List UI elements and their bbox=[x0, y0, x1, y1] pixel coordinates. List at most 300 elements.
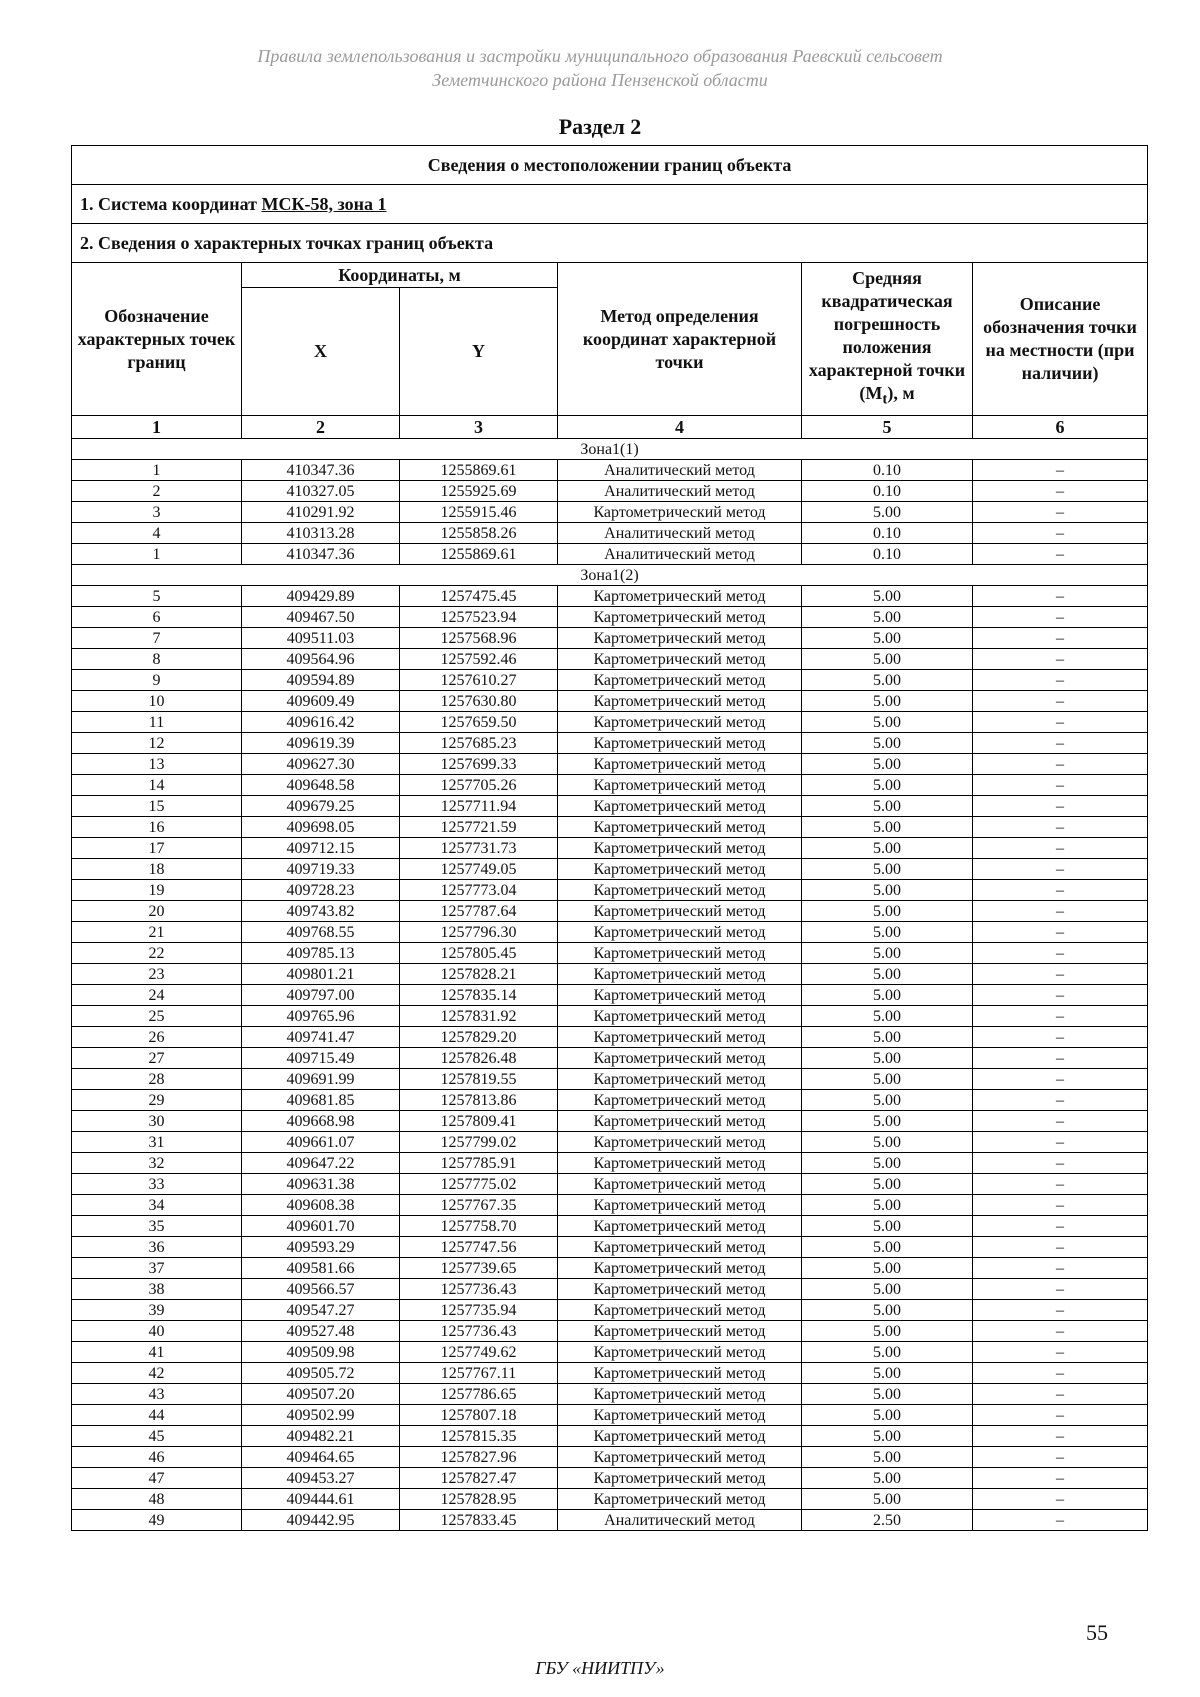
point-id-cell: 1 bbox=[72, 460, 242, 481]
method-cell: Картометрический метод bbox=[558, 880, 802, 901]
x-coordinate-cell: 409661.07 bbox=[242, 1132, 400, 1153]
table-row bbox=[72, 1279, 1148, 1300]
y-coordinate-cell: 1257807.18 bbox=[400, 1405, 558, 1426]
table-row bbox=[72, 1489, 1148, 1510]
x-coordinate-cell: 409698.05 bbox=[242, 817, 400, 838]
point-id-cell: 22 bbox=[72, 943, 242, 964]
x-coordinate-cell: 409768.55 bbox=[242, 922, 400, 943]
method-cell: Картометрический метод bbox=[558, 1195, 802, 1216]
point-id-cell: 43 bbox=[72, 1384, 242, 1405]
boundary-points-table bbox=[71, 145, 1148, 1531]
error-cell: 5.00 bbox=[802, 1258, 973, 1279]
y-coordinate-cell: 1257685.23 bbox=[400, 733, 558, 754]
x-coordinate-cell: 409715.49 bbox=[242, 1048, 400, 1069]
method-cell: Картометрический метод bbox=[558, 1132, 802, 1153]
error-cell: 5.00 bbox=[802, 922, 973, 943]
x-coordinate-cell: 410327.05 bbox=[242, 481, 400, 502]
x-coordinate-cell: 409444.61 bbox=[242, 1489, 400, 1510]
table-row bbox=[72, 502, 1148, 523]
x-coordinate-cell: 409679.25 bbox=[242, 796, 400, 817]
point-id-cell: 25 bbox=[72, 1006, 242, 1027]
description-cell: – bbox=[973, 733, 1148, 754]
x-coordinate-cell: 409505.72 bbox=[242, 1363, 400, 1384]
x-coordinate-cell: 409601.70 bbox=[242, 1216, 400, 1237]
table-row bbox=[72, 1048, 1148, 1069]
point-id-cell: 42 bbox=[72, 1363, 242, 1384]
error-cell: 5.00 bbox=[802, 901, 973, 922]
point-id-cell: 8 bbox=[72, 649, 242, 670]
table-row bbox=[72, 1342, 1148, 1363]
point-id-cell: 34 bbox=[72, 1195, 242, 1216]
table-row bbox=[72, 1237, 1148, 1258]
method-cell: Картометрический метод bbox=[558, 754, 802, 775]
description-cell: – bbox=[973, 481, 1148, 502]
table-row bbox=[72, 1006, 1148, 1027]
point-id-cell: 38 bbox=[72, 1279, 242, 1300]
method-cell: Аналитический метод bbox=[558, 544, 802, 565]
y-coordinate-cell: 1257749.62 bbox=[400, 1342, 558, 1363]
error-cell: 5.00 bbox=[802, 943, 973, 964]
table-row bbox=[72, 1405, 1148, 1426]
coordinate-system-label: 1. Система координат bbox=[80, 193, 257, 214]
x-coordinate-cell: 409728.23 bbox=[242, 880, 400, 901]
y-coordinate-cell: 1257787.64 bbox=[400, 901, 558, 922]
y-coordinate-cell: 1257796.30 bbox=[400, 922, 558, 943]
description-cell: – bbox=[973, 859, 1148, 880]
description-cell: – bbox=[973, 523, 1148, 544]
error-cell: 5.00 bbox=[802, 649, 973, 670]
error-cell: 0.10 bbox=[802, 544, 973, 565]
description-cell: – bbox=[973, 817, 1148, 838]
point-id-cell: 18 bbox=[72, 859, 242, 880]
method-cell: Картометрический метод bbox=[558, 838, 802, 859]
y-coordinate-cell: 1257711.94 bbox=[400, 796, 558, 817]
table-row bbox=[72, 754, 1148, 775]
error-cell: 0.10 bbox=[802, 481, 973, 502]
error-cell: 5.00 bbox=[802, 1153, 973, 1174]
y-coordinate-cell: 1257786.65 bbox=[400, 1384, 558, 1405]
y-coordinate-cell: 1257721.59 bbox=[400, 817, 558, 838]
y-coordinate-cell: 1257799.02 bbox=[400, 1132, 558, 1153]
point-id-cell: 14 bbox=[72, 775, 242, 796]
x-coordinate-cell: 409743.82 bbox=[242, 901, 400, 922]
point-id-cell: 1 bbox=[72, 544, 242, 565]
error-cell: 5.00 bbox=[802, 1027, 973, 1048]
x-coordinate-cell: 409609.49 bbox=[242, 691, 400, 712]
description-cell: – bbox=[973, 1405, 1148, 1426]
col-header-description: Описание обозначения точки на местности (при наличии) bbox=[973, 263, 1148, 416]
column-number: 6 bbox=[973, 416, 1148, 439]
error-cell: 5.00 bbox=[802, 1174, 973, 1195]
y-coordinate-cell: 1257819.55 bbox=[400, 1069, 558, 1090]
table-row bbox=[72, 1090, 1148, 1111]
point-id-cell: 49 bbox=[72, 1510, 242, 1531]
x-coordinate-cell: 409467.50 bbox=[242, 607, 400, 628]
method-cell: Картометрический метод bbox=[558, 628, 802, 649]
method-cell: Картометрический метод bbox=[558, 607, 802, 628]
description-cell: – bbox=[973, 922, 1148, 943]
method-cell: Картометрический метод bbox=[558, 964, 802, 985]
x-coordinate-cell: 410313.28 bbox=[242, 523, 400, 544]
coordinate-system-value: МСК-58, зона 1 bbox=[261, 193, 387, 214]
error-cell: 5.00 bbox=[802, 754, 973, 775]
error-cell: 5.00 bbox=[802, 733, 973, 754]
description-cell: – bbox=[973, 1153, 1148, 1174]
description-cell: – bbox=[973, 1132, 1148, 1153]
table-row bbox=[72, 985, 1148, 1006]
point-id-cell: 5 bbox=[72, 586, 242, 607]
description-cell: – bbox=[973, 943, 1148, 964]
method-cell: Картометрический метод bbox=[558, 1048, 802, 1069]
zone-name: Зона1(2) bbox=[72, 565, 1148, 586]
table-row bbox=[72, 1027, 1148, 1048]
y-coordinate-cell: 1257805.45 bbox=[400, 943, 558, 964]
error-cell: 5.00 bbox=[802, 775, 973, 796]
x-coordinate-cell: 409453.27 bbox=[242, 1468, 400, 1489]
col-header-x: X bbox=[242, 288, 400, 416]
table-row bbox=[72, 1426, 1148, 1447]
y-coordinate-cell: 1257833.45 bbox=[400, 1510, 558, 1531]
y-coordinate-cell: 1255915.46 bbox=[400, 502, 558, 523]
description-cell: – bbox=[973, 1111, 1148, 1132]
x-coordinate-cell: 409712.15 bbox=[242, 838, 400, 859]
error-cell: 5.00 bbox=[802, 1132, 973, 1153]
point-id-cell: 6 bbox=[72, 607, 242, 628]
y-coordinate-cell: 1257736.43 bbox=[400, 1321, 558, 1342]
description-cell: – bbox=[973, 1048, 1148, 1069]
x-coordinate-cell: 409647.22 bbox=[242, 1153, 400, 1174]
error-cell: 5.00 bbox=[802, 1426, 973, 1447]
y-coordinate-cell: 1257699.33 bbox=[400, 754, 558, 775]
column-number: 2 bbox=[242, 416, 400, 439]
method-cell: Картометрический метод bbox=[558, 1216, 802, 1237]
point-id-cell: 33 bbox=[72, 1174, 242, 1195]
x-coordinate-cell: 409507.20 bbox=[242, 1384, 400, 1405]
error-cell: 5.00 bbox=[802, 880, 973, 901]
table-row bbox=[72, 1195, 1148, 1216]
method-cell: Картометрический метод bbox=[558, 712, 802, 733]
y-coordinate-cell: 1257705.26 bbox=[400, 775, 558, 796]
error-cell: 5.00 bbox=[802, 1300, 973, 1321]
table-row bbox=[72, 523, 1148, 544]
y-coordinate-cell: 1257731.73 bbox=[400, 838, 558, 859]
method-cell: Картометрический метод bbox=[558, 733, 802, 754]
table-row bbox=[72, 1321, 1148, 1342]
x-coordinate-cell: 409619.39 bbox=[242, 733, 400, 754]
y-coordinate-cell: 1257568.96 bbox=[400, 628, 558, 649]
table-row bbox=[72, 922, 1148, 943]
method-cell: Картометрический метод bbox=[558, 1090, 802, 1111]
col-header-y: Y bbox=[400, 288, 558, 416]
y-coordinate-cell: 1257739.65 bbox=[400, 1258, 558, 1279]
table-row bbox=[72, 1447, 1148, 1468]
error-cell: 5.00 bbox=[802, 1363, 973, 1384]
x-coordinate-cell: 409691.99 bbox=[242, 1069, 400, 1090]
x-coordinate-cell: 410347.36 bbox=[242, 544, 400, 565]
error-cell: 5.00 bbox=[802, 607, 973, 628]
point-id-cell: 11 bbox=[72, 712, 242, 733]
table-row bbox=[72, 460, 1148, 481]
point-id-cell: 9 bbox=[72, 670, 242, 691]
y-coordinate-cell: 1257747.56 bbox=[400, 1237, 558, 1258]
table-caption: Сведения о местоположении границ объекта bbox=[72, 146, 1148, 185]
description-cell: – bbox=[973, 1447, 1148, 1468]
description-cell: – bbox=[973, 607, 1148, 628]
error-cell: 5.00 bbox=[802, 1279, 973, 1300]
x-coordinate-cell: 409482.21 bbox=[242, 1426, 400, 1447]
description-cell: – bbox=[973, 754, 1148, 775]
error-cell: 5.00 bbox=[802, 817, 973, 838]
zone-name: Зона1(1) bbox=[72, 439, 1148, 460]
description-cell: – bbox=[973, 1342, 1148, 1363]
point-id-cell: 28 bbox=[72, 1069, 242, 1090]
x-coordinate-cell: 409564.96 bbox=[242, 649, 400, 670]
point-id-cell: 44 bbox=[72, 1405, 242, 1426]
error-cell: 0.10 bbox=[802, 460, 973, 481]
y-coordinate-cell: 1257831.92 bbox=[400, 1006, 558, 1027]
point-id-cell: 23 bbox=[72, 964, 242, 985]
page-number: 55 bbox=[1086, 1620, 1108, 1645]
error-cell: 5.00 bbox=[802, 586, 973, 607]
method-cell: Аналитический метод bbox=[558, 460, 802, 481]
table-row bbox=[72, 796, 1148, 817]
description-cell: – bbox=[973, 985, 1148, 1006]
method-cell: Картометрический метод bbox=[558, 691, 802, 712]
error-cell: 5.00 bbox=[802, 1468, 973, 1489]
method-cell: Картометрический метод bbox=[558, 817, 802, 838]
error-cell: 5.00 bbox=[802, 1237, 973, 1258]
method-cell: Картометрический метод bbox=[558, 1027, 802, 1048]
x-coordinate-cell: 409581.66 bbox=[242, 1258, 400, 1279]
error-cell: 5.00 bbox=[802, 1321, 973, 1342]
error-cell: 5.00 bbox=[802, 1006, 973, 1027]
method-cell: Картометрический метод bbox=[558, 1426, 802, 1447]
y-coordinate-cell: 1257828.95 bbox=[400, 1489, 558, 1510]
description-cell: – bbox=[973, 1069, 1148, 1090]
table-row bbox=[72, 817, 1148, 838]
x-coordinate-cell: 409464.65 bbox=[242, 1447, 400, 1468]
error-cell: 5.00 bbox=[802, 964, 973, 985]
method-cell: Картометрический метод bbox=[558, 1069, 802, 1090]
method-cell: Картометрический метод bbox=[558, 502, 802, 523]
table-row bbox=[72, 607, 1148, 628]
point-id-cell: 7 bbox=[72, 628, 242, 649]
column-number: 5 bbox=[802, 416, 973, 439]
x-coordinate-cell: 409566.57 bbox=[242, 1279, 400, 1300]
y-coordinate-cell: 1255858.26 bbox=[400, 523, 558, 544]
method-cell: Картометрический метод bbox=[558, 586, 802, 607]
point-id-cell: 2 bbox=[72, 481, 242, 502]
table-row bbox=[72, 880, 1148, 901]
description-cell: – bbox=[973, 1027, 1148, 1048]
table-row bbox=[72, 1300, 1148, 1321]
error-cell: 5.00 bbox=[802, 1384, 973, 1405]
error-cell: 5.00 bbox=[802, 1195, 973, 1216]
point-id-cell: 15 bbox=[72, 796, 242, 817]
point-id-cell: 16 bbox=[72, 817, 242, 838]
table-row bbox=[72, 943, 1148, 964]
error-cell: 5.00 bbox=[802, 1447, 973, 1468]
method-cell: Картометрический метод bbox=[558, 943, 802, 964]
description-cell: – bbox=[973, 1174, 1148, 1195]
point-id-cell: 24 bbox=[72, 985, 242, 1006]
zone-header-row bbox=[72, 565, 1148, 586]
description-cell: – bbox=[973, 649, 1148, 670]
x-coordinate-cell: 409668.98 bbox=[242, 1111, 400, 1132]
description-cell: – bbox=[973, 838, 1148, 859]
table-row bbox=[72, 1069, 1148, 1090]
method-cell: Картометрический метод bbox=[558, 1279, 802, 1300]
y-coordinate-cell: 1257610.27 bbox=[400, 670, 558, 691]
point-id-cell: 45 bbox=[72, 1426, 242, 1447]
y-coordinate-cell: 1255925.69 bbox=[400, 481, 558, 502]
running-header-line-2: Земетчинского района Пензенской области bbox=[432, 70, 768, 90]
x-coordinate-cell: 409801.21 bbox=[242, 964, 400, 985]
y-coordinate-cell: 1257523.94 bbox=[400, 607, 558, 628]
method-cell: Картометрический метод bbox=[558, 1363, 802, 1384]
column-number: 3 bbox=[400, 416, 558, 439]
x-coordinate-cell: 409429.89 bbox=[242, 586, 400, 607]
y-coordinate-cell: 1257758.70 bbox=[400, 1216, 558, 1237]
section-title: Раздел 2 bbox=[558, 114, 642, 139]
description-cell: – bbox=[973, 586, 1148, 607]
method-cell: Картометрический метод bbox=[558, 1174, 802, 1195]
description-cell: – bbox=[973, 691, 1148, 712]
x-coordinate-cell: 409502.99 bbox=[242, 1405, 400, 1426]
point-id-cell: 48 bbox=[72, 1489, 242, 1510]
y-coordinate-cell: 1257767.11 bbox=[400, 1363, 558, 1384]
table-row bbox=[72, 1363, 1148, 1384]
x-coordinate-cell: 409785.13 bbox=[242, 943, 400, 964]
x-coordinate-cell: 409797.00 bbox=[242, 985, 400, 1006]
description-cell: – bbox=[973, 1237, 1148, 1258]
description-cell: – bbox=[973, 1363, 1148, 1384]
method-cell: Картометрический метод bbox=[558, 1468, 802, 1489]
error-cell: 5.00 bbox=[802, 1489, 973, 1510]
error-cell: 5.00 bbox=[802, 691, 973, 712]
point-id-cell: 31 bbox=[72, 1132, 242, 1153]
error-cell: 5.00 bbox=[802, 1111, 973, 1132]
description-cell: – bbox=[973, 1489, 1148, 1510]
description-cell: – bbox=[973, 544, 1148, 565]
point-id-cell: 35 bbox=[72, 1216, 242, 1237]
point-id-cell: 19 bbox=[72, 880, 242, 901]
x-coordinate-cell: 409627.30 bbox=[242, 754, 400, 775]
y-coordinate-cell: 1257773.04 bbox=[400, 880, 558, 901]
table-row bbox=[72, 1111, 1148, 1132]
x-coordinate-cell: 409442.95 bbox=[242, 1510, 400, 1531]
points-section-title: 2. Сведения о характерных точках границ объекта bbox=[72, 224, 1148, 263]
method-cell: Картометрический метод bbox=[558, 1384, 802, 1405]
y-coordinate-cell: 1255869.61 bbox=[400, 544, 558, 565]
point-id-cell: 32 bbox=[72, 1153, 242, 1174]
y-coordinate-cell: 1255869.61 bbox=[400, 460, 558, 481]
col-header-error-tail: ), м bbox=[887, 382, 915, 403]
table-row bbox=[72, 859, 1148, 880]
point-id-cell: 37 bbox=[72, 1258, 242, 1279]
point-id-cell: 41 bbox=[72, 1342, 242, 1363]
y-coordinate-cell: 1257827.47 bbox=[400, 1468, 558, 1489]
error-cell: 5.00 bbox=[802, 502, 973, 523]
description-cell: – bbox=[973, 670, 1148, 691]
description-cell: – bbox=[973, 1258, 1148, 1279]
description-cell: – bbox=[973, 775, 1148, 796]
y-coordinate-cell: 1257835.14 bbox=[400, 985, 558, 1006]
point-id-cell: 40 bbox=[72, 1321, 242, 1342]
x-coordinate-cell: 409594.89 bbox=[242, 670, 400, 691]
y-coordinate-cell: 1257813.86 bbox=[400, 1090, 558, 1111]
y-coordinate-cell: 1257775.02 bbox=[400, 1174, 558, 1195]
method-cell: Картометрический метод bbox=[558, 775, 802, 796]
description-cell: – bbox=[973, 1090, 1148, 1111]
error-cell: 5.00 bbox=[802, 859, 973, 880]
table-row bbox=[72, 1384, 1148, 1405]
x-coordinate-cell: 409547.27 bbox=[242, 1300, 400, 1321]
method-cell: Картометрический метод bbox=[558, 922, 802, 943]
table-row bbox=[72, 544, 1148, 565]
y-coordinate-cell: 1257736.43 bbox=[400, 1279, 558, 1300]
point-id-cell: 3 bbox=[72, 502, 242, 523]
method-cell: Картометрический метод bbox=[558, 1300, 802, 1321]
method-cell: Аналитический метод bbox=[558, 523, 802, 544]
method-cell: Картометрический метод bbox=[558, 1006, 802, 1027]
y-coordinate-cell: 1257475.45 bbox=[400, 586, 558, 607]
table-row bbox=[72, 838, 1148, 859]
page-footer: ГБУ «НИИТПУ» bbox=[535, 1658, 665, 1678]
point-id-cell: 12 bbox=[72, 733, 242, 754]
y-coordinate-cell: 1257659.50 bbox=[400, 712, 558, 733]
y-coordinate-cell: 1257767.35 bbox=[400, 1195, 558, 1216]
method-cell: Аналитический метод bbox=[558, 481, 802, 502]
x-coordinate-cell: 409509.98 bbox=[242, 1342, 400, 1363]
x-coordinate-cell: 410291.92 bbox=[242, 502, 400, 523]
zone-header-row bbox=[72, 439, 1148, 460]
method-cell: Аналитический метод bbox=[558, 1510, 802, 1531]
error-cell: 5.00 bbox=[802, 985, 973, 1006]
x-coordinate-cell: 409719.33 bbox=[242, 859, 400, 880]
point-id-cell: 27 bbox=[72, 1048, 242, 1069]
coordinate-system-row bbox=[72, 185, 1148, 224]
description-cell: – bbox=[973, 1384, 1148, 1405]
description-cell: – bbox=[973, 1426, 1148, 1447]
error-cell: 5.00 bbox=[802, 1090, 973, 1111]
method-cell: Картометрический метод bbox=[558, 1237, 802, 1258]
table-row bbox=[72, 481, 1148, 502]
error-cell: 5.00 bbox=[802, 670, 973, 691]
x-coordinate-cell: 409765.96 bbox=[242, 1006, 400, 1027]
method-cell: Картометрический метод bbox=[558, 1447, 802, 1468]
error-cell: 5.00 bbox=[802, 1069, 973, 1090]
error-cell: 5.00 bbox=[802, 838, 973, 859]
method-cell: Картометрический метод bbox=[558, 670, 802, 691]
description-cell: – bbox=[973, 628, 1148, 649]
description-cell: – bbox=[973, 964, 1148, 985]
table-row bbox=[72, 712, 1148, 733]
table-row bbox=[72, 1153, 1148, 1174]
method-cell: Картометрический метод bbox=[558, 649, 802, 670]
point-id-cell: 29 bbox=[72, 1090, 242, 1111]
method-cell: Картометрический метод bbox=[558, 901, 802, 922]
description-cell: – bbox=[973, 880, 1148, 901]
col-header-error-text: Средняя квадратическая погрешность положения характерной точки (M bbox=[808, 267, 966, 403]
error-cell: 5.00 bbox=[802, 796, 973, 817]
description-cell: – bbox=[973, 1510, 1148, 1531]
description-cell: – bbox=[973, 460, 1148, 481]
table-row bbox=[72, 1216, 1148, 1237]
x-coordinate-cell: 409681.85 bbox=[242, 1090, 400, 1111]
method-cell: Картометрический метод bbox=[558, 859, 802, 880]
column-number: 1 bbox=[72, 416, 242, 439]
